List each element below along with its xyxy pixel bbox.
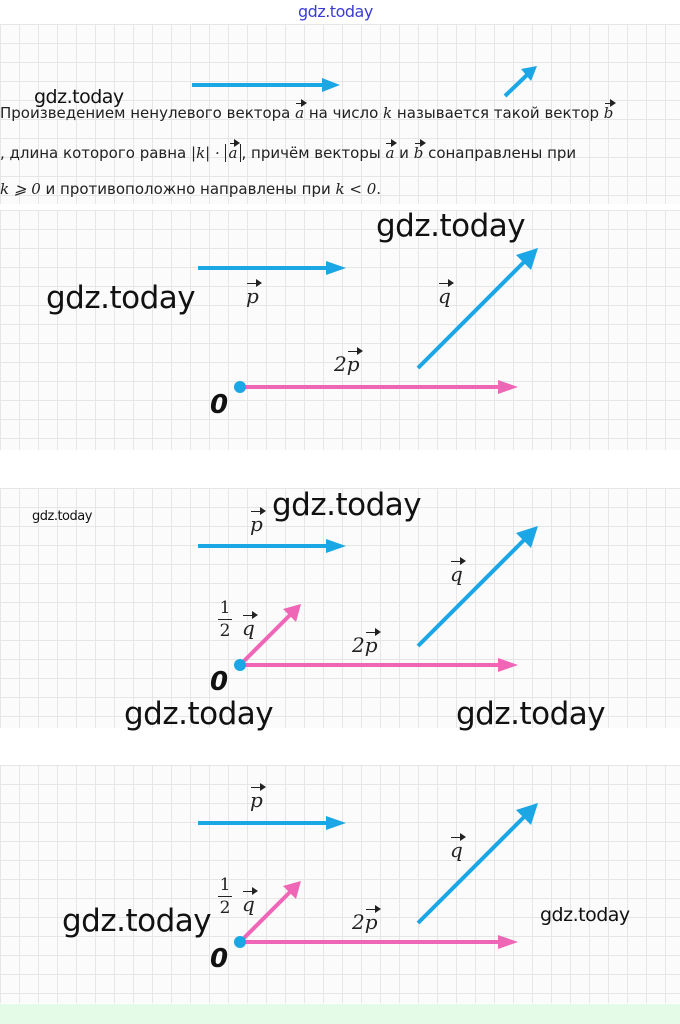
fraction-denominator: 2 <box>219 898 231 918</box>
origin-point <box>234 936 246 948</box>
label-half-q-vec: q <box>242 616 255 640</box>
label-2p-coef: 2 <box>352 633 365 657</box>
vector-q-line <box>418 817 524 923</box>
def-text-2b: , причём векторы <box>241 144 386 162</box>
d2-watermark-top: gdz.today <box>272 487 422 523</box>
label-q-text: q <box>450 838 463 862</box>
decor-p-arrowhead <box>322 78 340 92</box>
vector-b-symbol-2: b <box>413 144 424 162</box>
vector-q-line <box>418 262 524 368</box>
diagram-1-vectors <box>0 210 680 450</box>
def-dot: . <box>376 180 382 198</box>
def-text-1a: Произведением ненулевого вектора <box>0 104 296 122</box>
label-p-text: p <box>250 512 263 536</box>
label-half-q <box>242 614 255 640</box>
label-q-text: q <box>438 284 451 308</box>
abs-a-symbol <box>225 144 242 162</box>
label-2p-vec: p <box>346 352 360 376</box>
top-watermark: gdz.today <box>298 2 373 21</box>
def-and: и <box>394 144 414 162</box>
label-p-text: p <box>250 788 263 812</box>
vector-a-symbol: a <box>295 104 305 122</box>
vector-2p-arrowhead <box>498 935 518 949</box>
label-2p-coef: 2 <box>334 352 347 376</box>
origin-label: 0 <box>210 667 229 697</box>
origin-label: 0 <box>210 944 229 974</box>
label-q-text: q <box>450 562 463 586</box>
cond-k-nonneg: k ⩾ 0 <box>0 180 41 198</box>
vector-p-arrowhead <box>326 261 346 275</box>
decor-q-arrow <box>505 74 528 96</box>
origin-label: 0 <box>210 390 229 420</box>
label-q <box>438 282 451 308</box>
definition-line-1 <box>0 102 613 122</box>
half-fraction <box>218 598 232 641</box>
label-2p-vec: p <box>364 910 378 934</box>
def-text-1b: на число <box>304 104 384 122</box>
abs-k-symbol: |k| · <box>191 144 225 162</box>
origin-point <box>234 659 246 671</box>
diagram-3-vectors <box>0 765 680 1003</box>
def-text-2a: , длина которого равна <box>0 144 192 162</box>
label-half-q-vec: q <box>242 892 255 916</box>
para-watermark: gdz.today <box>34 86 124 108</box>
d2-watermark-small: gdz.today <box>32 509 92 524</box>
label-half-q <box>242 890 255 916</box>
vector-a-symbol-3: a <box>385 144 395 162</box>
vector-p-arrowhead <box>326 816 346 830</box>
label-q <box>450 836 463 862</box>
d1-watermark-top: gdz.today <box>376 208 526 244</box>
origin-point <box>234 381 246 393</box>
vector-b-symbol: b <box>603 104 614 122</box>
vector-a-symbol-2: a <box>228 144 238 162</box>
vector-2p-arrowhead <box>498 658 518 672</box>
label-2p <box>352 631 378 657</box>
d1-watermark-left: gdz.today <box>46 280 196 316</box>
label-2p <box>352 908 378 934</box>
def-text-3a: и противоположно направлены при <box>40 180 336 198</box>
definition-line-2 <box>0 142 576 162</box>
footer-strip <box>0 1004 680 1024</box>
def-text-1c: называется такой вектор <box>392 104 604 122</box>
d2-watermark-bottom-right: gdz.today <box>456 696 606 732</box>
label-p-text: p <box>246 284 259 308</box>
d3-watermark-right: gdz.today <box>540 904 630 926</box>
fraction-denominator: 2 <box>219 621 231 641</box>
label-p <box>250 510 263 536</box>
vector-q-line <box>418 540 524 646</box>
fraction-numerator: 1 <box>219 875 231 895</box>
label-2p-vec: p <box>364 633 378 657</box>
label-p <box>250 786 263 812</box>
vector-2p-arrowhead <box>498 380 518 394</box>
d2-watermark-bottom-left: gdz.today <box>124 696 274 732</box>
label-q <box>450 560 463 586</box>
cond-k-neg: k < 0 <box>335 180 377 198</box>
d3-watermark-left: gdz.today <box>62 903 212 939</box>
half-fraction <box>218 875 232 918</box>
label-2p-coef: 2 <box>352 910 365 934</box>
fraction-numerator: 1 <box>219 598 231 618</box>
label-2p <box>334 350 360 376</box>
def-text-2c: сонаправлены при <box>423 144 577 162</box>
vector-p-arrowhead <box>326 539 346 553</box>
label-p <box>246 282 259 308</box>
definition-line-3 <box>0 180 381 198</box>
diagram-2-vectors <box>0 488 680 728</box>
k-symbol: k <box>383 104 393 122</box>
